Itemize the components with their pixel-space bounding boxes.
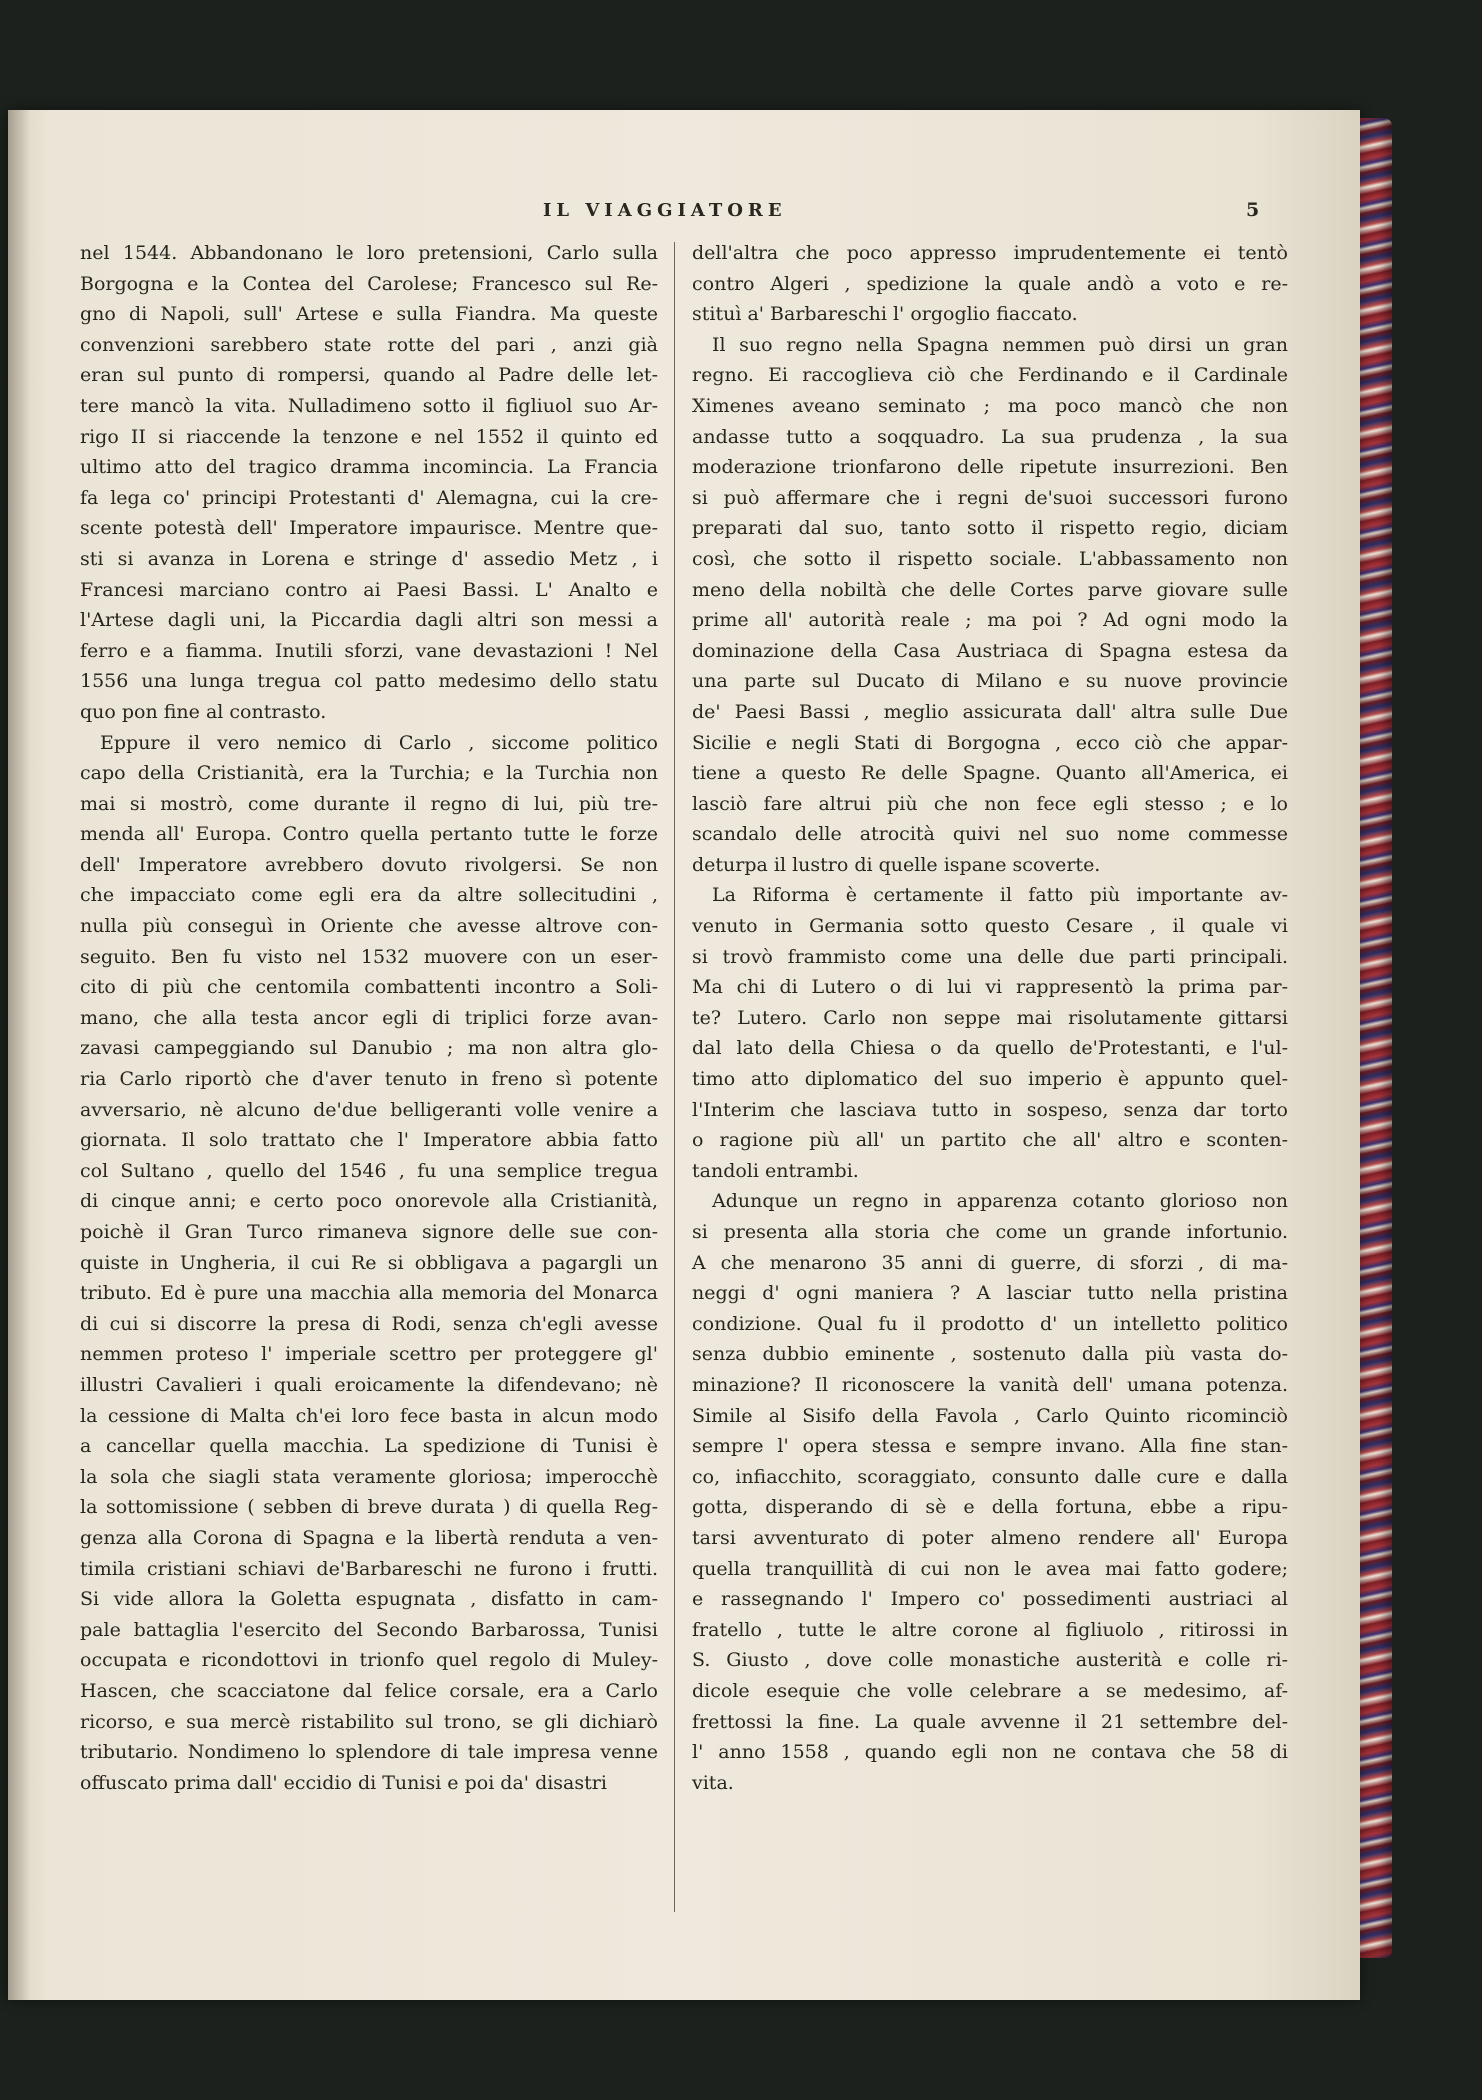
text-line: una parte sul Ducato di Milano e su nuove provincie	[692, 670, 1288, 693]
text-line: andasse tutto a soqquadro. La sua prudenza , la sua	[692, 425, 1288, 448]
text-line: Ximenes aveano seminato ; ma poco mancò che non	[692, 394, 1288, 417]
text-line: nemmen proteso l' imperiale scettro per proteggere gl'	[80, 1343, 658, 1366]
text-column-right	[692, 238, 1288, 1798]
text-line: l'Interim che lasciava tutto in sospeso, senza dar torto	[692, 1098, 1288, 1121]
text-line: 1556 una lunga tregua col patto medesimo dello statu	[80, 670, 658, 693]
text-line: Simile al Sisifo della Favola , Carlo Quinto ricominciò	[692, 1404, 1288, 1427]
text-line: sti si avanza in Lorena e stringe d' assedio Metz , i	[80, 547, 658, 570]
text-line: fa lega co' principi Protestanti d' Alemagna, cui la cre-	[80, 486, 658, 509]
gutter-shadow	[8, 110, 30, 2000]
text-line: tiene a questo Re delle Spagne. Quanto all'America, ei	[692, 762, 1288, 785]
text-line: così, che sotto il rispetto sociale. L'abbassamento non	[692, 547, 1288, 570]
text-line: stituì a' Barbareschi l' orgoglio fiaccato.	[692, 303, 1078, 326]
column-rule	[674, 242, 675, 1912]
text-line: scente potestà dell' Imperatore impaurisce. Mentre que-	[80, 517, 658, 540]
text-line: Borgogna e la Contea del Carolese; Francesco sul Re-	[80, 272, 658, 295]
text-line: pale battaglia l'esercito del Secondo Barbarossa, Tunisi	[80, 1618, 658, 1641]
text-line: moderazione trionfarono delle ripetute insurrezioni. Ben	[692, 456, 1288, 479]
text-line: menda all' Europa. Contro quella pertanto tutte le forze	[80, 823, 658, 846]
text-line: Sicilie e negli Stati di Borgogna , ecco ciò che appar-	[692, 731, 1288, 754]
text-line: ria Carlo riportò che d'aver tenuto in freno sì potente	[80, 1068, 658, 1091]
text-line: meno della nobiltà che delle Cortes parve giovare sulle	[692, 578, 1288, 601]
text-line: dell'altra che poco appresso imprudentemente ei tentò	[692, 242, 1288, 264]
text-line: tarsi avventurato di poter almeno rendere all' Europa	[692, 1526, 1288, 1549]
text-line: si può affermare che i regni de'suoi successori furono	[692, 486, 1288, 509]
text-line: frettossi la fine. La quale avvenne il 21 settembre del-	[692, 1710, 1288, 1733]
text-line: sempre l' opera stessa e sempre invano. Alla fine stan-	[692, 1435, 1288, 1458]
text-line: de' Paesi Bassi , meglio assicurata dall' altra sulle Due	[692, 700, 1288, 723]
text-line: dicole esequie che volle celebrare a se medesimo, af-	[692, 1679, 1288, 1702]
text-line: quiste in Ungheria, il cui Re si obbligava a pagargli un	[80, 1251, 658, 1274]
text-line: si trovò frammisto come una delle due parti principali.	[692, 945, 1288, 968]
text-line: dell' Imperatore avrebbero dovuto rivolgersi. Se non	[80, 853, 658, 876]
text-line: mai si mostrò, come durante il regno di lui, più tre-	[80, 792, 658, 815]
text-line: cito di più che centomila combattenti incontro a Soli-	[80, 976, 658, 999]
text-line: A che menarono 35 anni di guerre, di sforzi , di ma-	[692, 1251, 1288, 1274]
text-line: Hascen, che scacciatone dal felice corsale, era a Carlo	[80, 1679, 658, 1702]
text-line: Il suo regno nella Spagna nemmen può dirsi un gran	[712, 333, 1288, 356]
text-line: gno di Napoli, sull' Artese e sulla Fiandra. Ma queste	[80, 303, 658, 326]
text-line: l' anno 1558 , quando egli non ne contava che 58 di	[692, 1741, 1288, 1764]
text-line: quo pon fine al contrasto.	[80, 700, 327, 723]
running-title: IL VIAGGIATORE	[543, 200, 787, 221]
text-line: nel 1544. Abbandonano le loro pretensioni, Carlo sulla	[80, 242, 658, 264]
text-line: minazione? Il riconoscere la vanità dell' umana potenza.	[692, 1373, 1288, 1396]
text-line: neggi d' ogni maniera ? A lasciar tutto nella pristina	[692, 1282, 1288, 1305]
text-line: venuto in Germania sotto questo Cesare , il quale vi	[692, 915, 1288, 938]
text-line: nulla più conseguì in Oriente che avesse altrove con-	[80, 915, 658, 938]
text-line: La Riforma è certamente il fatto più importante av-	[712, 884, 1288, 907]
text-line: l'Artese dagli uni, la Piccardia dagli altri son messi a	[80, 609, 658, 632]
text-line: Adunque un regno in apparenza cotanto glorioso non	[712, 1190, 1288, 1213]
text-line: contro Algeri , spedizione la quale andò a voto e re-	[692, 272, 1288, 295]
text-line: Si vide allora la Goletta espugnata , disfatto in cam-	[80, 1588, 658, 1611]
text-line: poichè il Gran Turco rimaneva signore delle sue con-	[80, 1221, 658, 1243]
text-line: scandalo delle atrocità quivi nel suo nome commesse	[692, 823, 1288, 846]
text-line: giornata. Il solo trattato che l' Imperatore abbia fatto	[80, 1129, 658, 1152]
text-line: preparati dal suo, tanto sotto il rispetto regio, diciam	[692, 517, 1288, 540]
text-line: te? Lutero. Carlo non seppe mai risolutamente gittarsi	[692, 1006, 1288, 1029]
text-line: la sottomissione ( sebben di breve durata ) di quella Reg-	[80, 1496, 658, 1519]
text-line: regno. Ei raccoglieva ciò che Ferdinando e il Cardinale	[692, 364, 1288, 387]
text-line: Eppure il vero nemico di Carlo , siccome politico	[100, 731, 658, 754]
text-line: prime all' autorità reale ; ma poi ? Ad ogni modo la	[692, 609, 1288, 632]
text-line: condizione. Qual fu il prodotto d' un intelletto politico	[692, 1312, 1288, 1335]
text-line: avversario, nè alcuno de'due belligeranti volle venire a	[80, 1098, 658, 1121]
text-line: Francesi marciano contro ai Paesi Bassi. L' Analto e	[80, 578, 658, 601]
text-line: capo della Cristianità, era la Turchia; e la Turchia non	[80, 762, 658, 785]
text-line: S. Giusto , dove colle monastiche austerità e colle ri-	[692, 1649, 1288, 1672]
text-line: co, infiacchito, scoraggiato, consunto dalle cure e dalla	[692, 1465, 1288, 1488]
text-line: di cui si discorre la presa di Rodi, senza ch'egli avesse	[80, 1312, 658, 1335]
text-line: che impacciato come egli era da altre sollecitudini ,	[80, 884, 658, 907]
text-line: seguito. Ben fu visto nel 1532 muovere con un eser-	[80, 945, 658, 968]
text-line: lasciò fare altrui più che non fece egli stesso ; e lo	[692, 792, 1288, 815]
text-line: tandoli entrambi.	[692, 1159, 859, 1182]
text-line: la sola che siagli stata veramente gloriosa; imperocchè	[80, 1465, 658, 1488]
text-line: dal lato della Chiesa o da quello de'Protestanti, e l'ul-	[692, 1037, 1288, 1060]
text-line: o ragione più all' un partito che all' altro e sconten-	[692, 1129, 1288, 1152]
text-line: a cancellar quella macchia. La spedizione di Tunisi è	[80, 1435, 658, 1458]
text-line: ferro e a fiamma. Inutili sforzi, vane devastazioni ! Nel	[80, 639, 658, 662]
text-line: rigo II si riaccende la tenzone e nel 1552 il quinto ed	[80, 425, 658, 448]
text-line: Ma chi di Lutero o di lui vi rappresentò la prima par-	[692, 976, 1288, 999]
book-page	[8, 110, 1360, 2000]
text-line: col Sultano , quello del 1546 , fu una semplice tregua	[80, 1159, 658, 1182]
text-line: senza dubbio eminente , sostenuto dalla più vasta do-	[692, 1343, 1288, 1366]
text-line: timila cristiani schiavi de'Barbareschi ne furono i frutti.	[80, 1557, 658, 1580]
text-line: mano, che alla testa ancor egli di triplici forze avan-	[80, 1006, 658, 1029]
text-line: quella tranquillità di cui non le avea mai fatto godere;	[692, 1557, 1288, 1580]
text-line: fratello , tutte le altre corone al figliuolo , ritirossi in	[692, 1618, 1288, 1641]
text-line: si presenta alla storia che come un grande infortunio.	[692, 1221, 1288, 1243]
text-line: tributario. Nondimeno lo splendore di tale impresa venne	[80, 1741, 658, 1764]
text-line: gotta, disperando di sè e della fortuna, ebbe a ripu-	[692, 1496, 1288, 1519]
text-line: dominazione della Casa Austriaca di Spagna estesa da	[692, 639, 1288, 662]
text-line: illustri Cavalieri i quali eroicamente la difendevano; nè	[80, 1373, 658, 1396]
text-line: eran sul punto di rompersi, quando al Padre delle let-	[80, 364, 658, 387]
text-line: occupata e ricondottovi in trionfo quel regolo di Muley-	[80, 1649, 658, 1672]
text-column-left	[80, 238, 658, 1798]
text-line: ricorso, e sua mercè ristabilito sul trono, se gli dichiarò	[80, 1710, 658, 1733]
text-line: tere mancò la vita. Nulladimeno sotto il figliuol suo Ar-	[80, 394, 658, 417]
running-head	[8, 200, 1360, 230]
text-line: zavasi campeggiando sul Danubio ; ma non altra glo-	[80, 1037, 658, 1060]
text-line: offuscato prima dall' eccidio di Tunisi e poi da' disastri	[80, 1771, 607, 1794]
text-line: e rassegnando l' Impero co' possedimenti austriaci al	[692, 1588, 1288, 1611]
text-line: timo atto diplomatico del suo imperio è appunto quel-	[692, 1068, 1288, 1091]
text-line: ultimo atto del tragico dramma incomincia. La Francia	[80, 456, 658, 479]
text-line: vita.	[692, 1771, 734, 1794]
text-line: la cessione di Malta ch'ei loro fece basta in alcun modo	[80, 1404, 658, 1427]
text-line: convenzioni sarebbero state rotte del pari , anzi già	[80, 333, 658, 356]
text-line: deturpa il lustro di quelle ispane scoverte.	[692, 853, 1101, 876]
text-line: di cinque anni; e certo poco onorevole alla Cristianità,	[80, 1190, 658, 1213]
text-line: tributo. Ed è pure una macchia alla memoria del Monarca	[80, 1282, 658, 1305]
page-number: 5	[1246, 199, 1260, 221]
text-line: genza alla Corona di Spagna e la libertà renduta a ven-	[80, 1526, 658, 1549]
